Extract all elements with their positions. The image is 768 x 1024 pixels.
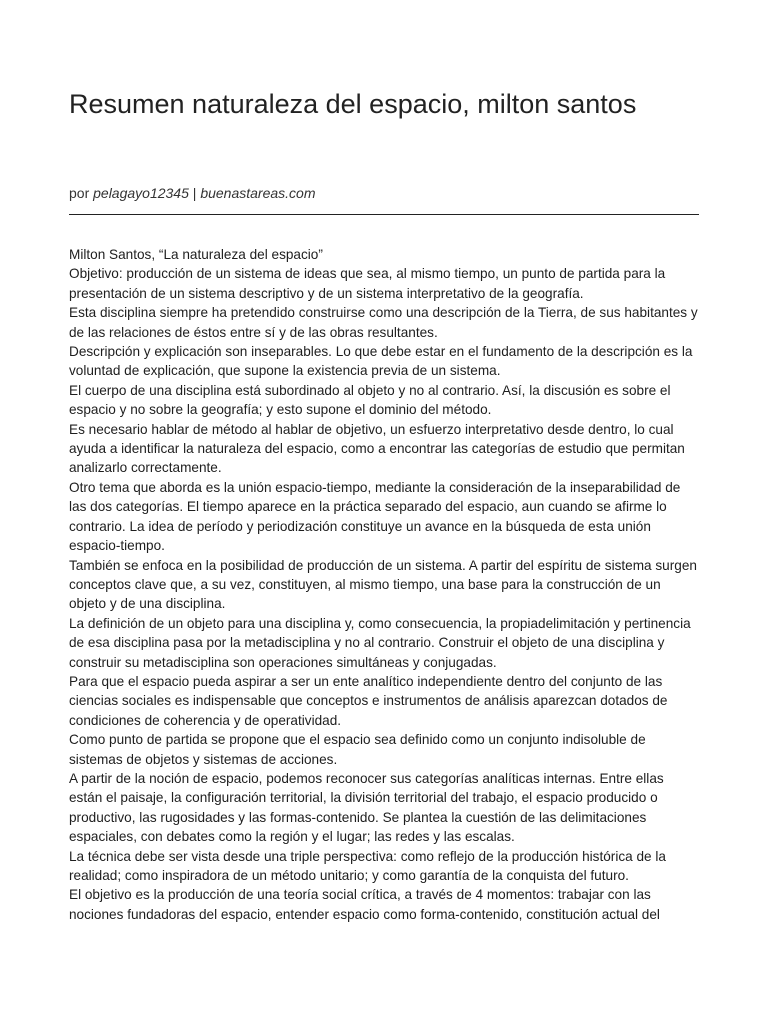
paragraph: La definición de un objeto para una disciplina y, como consecuencia, la propiadelimitación y pertinencia de esa disciplina pasa por la metadisciplina y no al contrario. Construir el objeto de una disciplina y construir su metadisciplina son operaciones simultáneas y conjugadas. [69,615,691,670]
byline [69,184,316,202]
paragraph: También se enfoca en la posibilidad de producción de un sistema. A partir del espíritu de sistema surgen conceptos clave que, a su vez, constituyen, al mismo tiempo, una base para la construcción de un objeto y de una disciplina. [69,557,697,612]
paragraph: La técnica debe ser vista desde una triple perspectiva: como reflejo de la producción histórica de la realidad; como inspiradora de un método unitario; y como garantía de la conquista del futuro. [69,848,666,883]
paragraph: El cuerpo de una disciplina está subordinado al objeto y no al contrario. Así, la discusión es sobre el espacio y no sobre la geografía; y esto supone el dominio del método. [69,382,671,418]
document-body [69,245,699,924]
paragraph: Descripción y explicación son inseparables. Lo que debe estar en el fundamento de la descripción es la voluntad de explicación, que supone la existencia previa de un sistema. [69,344,693,379]
header-divider [69,214,699,215]
paragraph: Objetivo: producción de un sistema de ideas que sea, al mismo tiempo, un punto de partida para la presentación de un sistema descriptivo y de un sistema interpretativo de la geografía. [69,266,666,301]
byline-separator: | [192,185,197,201]
byline-prefix: por [69,185,90,201]
document-title: Resumen naturaleza del espacio, milton santos [69,89,637,119]
byline-author[interactable]: pelagayo12345 [93,185,189,201]
byline-source[interactable]: buenastareas.com [200,185,316,201]
paragraph: Esta disciplina siempre ha pretendido construirse como una descripción de la Tierra, de sus habitantes y de las relaciones de éstos entre sí y de las obras resultantes. [69,305,698,340]
paragraph: Como punto de partida se propone que el espacio sea definido como un conjunto indisoluble de sistemas de objetos y sistemas de acciones. [69,732,646,767]
paragraph: Otro tema que aborda es la unión espacio-tiempo, mediante la consideración de la inseparabilidad de las dos categorías. El tiempo aparece en la práctica separado del espacio, aun cuando se afirme lo contrario. La idea de período y periodización constituye un avance en la búsqueda de esta unión espacio-tiempo. [69,479,681,554]
paragraph: A partir de la noción de espacio, podemos reconocer sus categorías analíticas internas. Entre ellas están el paisaje, la configuración territorial, la división territorial del trabajo, el espacio producido o productivo, las rugosidades y las formas-contenido. Se plantea la cuestión de las delimitaciones espaciales, con debates como la región y el lugar; las redes y las escalas. [69,770,664,845]
paragraph: Para que el espacio pueda aspirar a ser un ente analítico independiente dentro del conjunto de las ciencias sociales es indispensable que conceptos e instrumentos de análisis aparezcan dotados de condiciones de coherencia y de operatividad. [69,673,668,728]
paragraph: El objetivo es la producción de una teoría social crítica, a través de 4 momentos: trabajar con las nociones fundadoras del espacio, entender espacio como forma-contenido, constitución actual del [69,887,660,922]
paragraph: Milton Santos, “La naturaleza del espacio” [69,247,323,262]
paragraph: Es necesario hablar de método al hablar de objetivo, un esfuerzo interpretativo desde dentro, lo cual ayuda a identificar la naturaleza del espacio, como a encontrar las categorías de estudio que permitan analizarlo correctamente. [69,421,685,476]
